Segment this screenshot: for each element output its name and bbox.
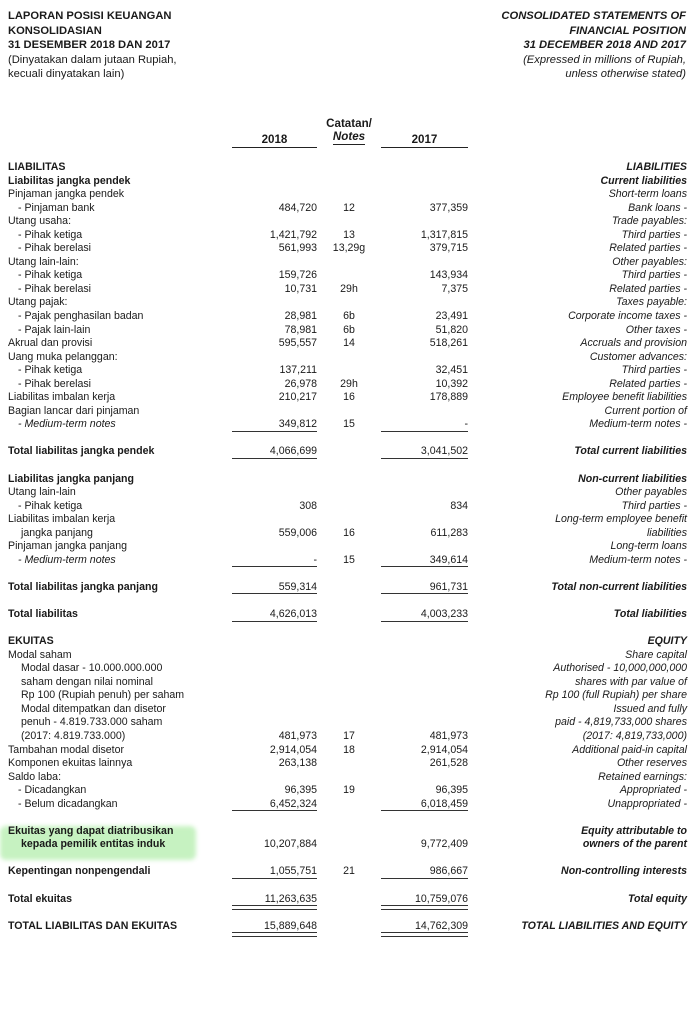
row-label-indonesian: Total liabilitas jangka panjang bbox=[8, 580, 158, 593]
row-label-english: Long-term employee benefit bbox=[555, 513, 687, 526]
value-2017: 14,762,309 bbox=[414, 919, 468, 932]
row-label-indonesian: Modal ditempatkan dan disetor bbox=[21, 702, 166, 715]
statement-row bbox=[0, 296, 698, 310]
note-ref: 13 bbox=[343, 228, 355, 241]
row-label-indonesian: LIABILITAS bbox=[8, 161, 66, 173]
value-2018: 561,993 bbox=[278, 242, 317, 255]
row-label-english: Short-term loans bbox=[608, 188, 687, 201]
value-2017: 961,731 bbox=[429, 580, 468, 593]
row-label-english: Other payables: bbox=[612, 255, 687, 268]
row-label-indonesian: TOTAL LIABILITAS DAN EKUITAS bbox=[8, 919, 178, 932]
value-2017: 51,820 bbox=[435, 323, 468, 336]
row-label-english: Other taxes - bbox=[625, 323, 687, 336]
row-label-indonesian: Tambahan modal disetor bbox=[8, 743, 125, 756]
statement-row bbox=[0, 486, 698, 500]
header-note-en-1: (Expressed in millions of Rupiah, bbox=[523, 53, 686, 66]
row-label-indonesian: EKUITAS bbox=[8, 635, 54, 648]
row-label-english: Long-term loans bbox=[610, 540, 687, 553]
note-ref: 29h bbox=[340, 282, 358, 295]
value-2018: 15,889,648 bbox=[263, 919, 317, 932]
statement-row bbox=[0, 716, 698, 730]
header-date-id: 31 DESEMBER 2018 DAN 2017 bbox=[8, 39, 171, 51]
note-ref: 6b bbox=[343, 310, 355, 323]
value-2018: 263,138 bbox=[278, 757, 317, 770]
underline-2018 bbox=[232, 932, 317, 937]
value-2017: - bbox=[464, 418, 468, 431]
value-2018: 308 bbox=[299, 499, 317, 512]
row-label-english: Total non-current liabilities bbox=[551, 580, 687, 593]
row-label-english: Accruals and provision bbox=[580, 337, 687, 350]
row-label-english: Trade payables: bbox=[611, 215, 687, 228]
row-label-indonesian: Liabilitas jangka panjang bbox=[8, 472, 134, 485]
row-label-english: EQUITY bbox=[647, 635, 687, 648]
value-2018: 2,914,054 bbox=[269, 743, 317, 756]
statement-row bbox=[0, 391, 698, 405]
value-2017: 10,759,076 bbox=[414, 892, 468, 905]
note-ref: 12 bbox=[343, 201, 355, 214]
statement-row bbox=[0, 581, 698, 595]
statement-row bbox=[0, 540, 698, 554]
statement-row bbox=[0, 351, 698, 365]
row-label-indonesian: Utang lain-lain: bbox=[8, 255, 79, 268]
row-label-indonesian: - Pinjaman bank bbox=[18, 201, 95, 214]
row-label-english: Third parties - bbox=[621, 499, 687, 512]
row-spacer bbox=[0, 432, 698, 446]
statement-row bbox=[0, 676, 698, 690]
statement-row bbox=[0, 337, 698, 351]
row-label-english: Current liabilities bbox=[600, 174, 687, 187]
statement-row bbox=[0, 744, 698, 758]
value-2017: 9,772,409 bbox=[420, 838, 468, 851]
statement-row bbox=[0, 771, 698, 785]
value-2018: 1,055,751 bbox=[269, 865, 317, 878]
value-2017: 834 bbox=[450, 499, 468, 512]
row-label-english: Corporate income taxes - bbox=[568, 310, 687, 323]
note-ref: 16 bbox=[343, 526, 355, 539]
statement-row bbox=[0, 324, 698, 338]
row-label-indonesian: Liabilitas imbalan kerja bbox=[8, 513, 116, 526]
statement-row bbox=[0, 283, 698, 297]
header-left bbox=[8, 9, 177, 82]
note-ref: 15 bbox=[343, 418, 355, 431]
row-label-english: Authorised - 10,000,000,000 bbox=[553, 662, 687, 675]
statement-row bbox=[0, 865, 698, 879]
row-label-indonesian: Total ekuitas bbox=[8, 892, 72, 905]
value-2017: 379,715 bbox=[429, 242, 468, 255]
statement-row bbox=[0, 920, 698, 934]
statement-row bbox=[0, 893, 698, 907]
row-label-indonesian: Pinjaman jangka panjang bbox=[8, 540, 127, 553]
value-2018: 481,973 bbox=[278, 729, 317, 742]
value-2017: 10,392 bbox=[435, 377, 468, 390]
row-label-indonesian: Liabilitas imbalan kerja bbox=[8, 391, 116, 404]
row-spacer bbox=[0, 852, 698, 866]
row-label-indonesian: kepada pemilik entitas induk bbox=[21, 838, 166, 851]
row-label-indonesian: - Belum dicadangkan bbox=[18, 797, 118, 810]
row-label-indonesian: - Pajak penghasilan badan bbox=[18, 310, 144, 323]
value-2018: 78,981 bbox=[284, 323, 317, 336]
value-2017: 1,317,815 bbox=[420, 228, 468, 241]
row-label-english: paid - 4,819,733,000 shares bbox=[555, 716, 687, 729]
value-2018: 349,812 bbox=[278, 418, 317, 431]
note-ref: 29h bbox=[340, 377, 358, 390]
header-date-en: 31 DECEMBER 2018 AND 2017 bbox=[523, 39, 686, 51]
row-label-indonesian: - Medium-term notes bbox=[18, 418, 116, 431]
row-label-english: Rp 100 (full Rupiah) per share bbox=[545, 689, 687, 702]
row-label-english: Other reserves bbox=[616, 757, 687, 770]
row-spacer bbox=[0, 459, 698, 473]
header-title-id-2: KONSOLIDASIAN bbox=[8, 24, 102, 37]
statement-row bbox=[0, 513, 698, 527]
row-label-indonesian: penuh - 4.819.733.000 saham bbox=[21, 716, 163, 729]
statement-row bbox=[0, 608, 698, 622]
row-label-english: Third parties - bbox=[621, 228, 687, 241]
row-label-english: Other payables bbox=[615, 486, 687, 499]
row-label-english: Current portion of bbox=[604, 404, 687, 417]
row-label-indonesian: Liabilitas jangka pendek bbox=[8, 174, 131, 187]
value-2017: 23,491 bbox=[435, 310, 468, 323]
row-label-indonesian: Utang pajak: bbox=[8, 296, 68, 309]
row-label-english: liabilities bbox=[646, 526, 687, 539]
row-label-indonesian: - Pihak ketiga bbox=[18, 364, 83, 377]
column-header-2018: 2018 bbox=[232, 133, 317, 148]
statement-row bbox=[0, 175, 698, 189]
value-2017: 6,018,459 bbox=[420, 797, 468, 810]
value-2017: 611,283 bbox=[430, 526, 468, 539]
row-spacer bbox=[0, 906, 698, 920]
row-label-indonesian: Ekuitas yang dapat diatribusikan bbox=[8, 824, 174, 837]
row-label-english: TOTAL LIABILITIES AND EQUITY bbox=[521, 919, 687, 932]
note-ref: 14 bbox=[343, 337, 355, 350]
statement-row bbox=[0, 405, 698, 419]
statement-row bbox=[0, 784, 698, 798]
statement-row bbox=[0, 188, 698, 202]
statement-row bbox=[0, 649, 698, 663]
statement-row bbox=[0, 838, 698, 852]
statement-row bbox=[0, 730, 698, 744]
row-label-indonesian: (2017: 4.819.733.000) bbox=[21, 729, 126, 742]
value-2018: 559,006 bbox=[278, 526, 317, 539]
row-label-indonesian: Bagian lancar dari pinjaman bbox=[8, 404, 140, 417]
row-label-english: Share capital bbox=[625, 648, 687, 661]
statement-row bbox=[0, 215, 698, 229]
row-label-indonesian: Kepentingan nonpengendali bbox=[8, 865, 151, 878]
value-2018: 4,626,013 bbox=[269, 608, 317, 621]
statement-row bbox=[0, 689, 698, 703]
row-label-indonesian: Total liabilitas jangka pendek bbox=[8, 445, 155, 458]
value-2017: 261,528 bbox=[429, 757, 468, 770]
value-2018: 11,263,635 bbox=[264, 892, 317, 905]
row-label-english: Issued and fully bbox=[613, 702, 687, 715]
value-2017: 2,914,054 bbox=[420, 743, 468, 756]
statement-row bbox=[0, 500, 698, 514]
row-label-english: Total current liabilities bbox=[574, 445, 687, 458]
row-label-indonesian: - Medium-term notes bbox=[18, 553, 116, 566]
header-note-id-2: kecuali dinyatakan lain) bbox=[8, 68, 125, 80]
note-ref: 6b bbox=[343, 323, 355, 336]
row-label-english: Non-current liabilities bbox=[578, 472, 687, 485]
note-ref: 16 bbox=[343, 391, 355, 404]
row-spacer bbox=[0, 879, 698, 893]
value-2018: 1,421,792 bbox=[269, 228, 317, 241]
note-ref: 21 bbox=[343, 865, 355, 878]
row-label-indonesian: - Pihak berelasi bbox=[18, 377, 92, 390]
row-label-english: Customer advances: bbox=[589, 350, 687, 363]
value-2018: - bbox=[313, 553, 317, 566]
value-2018: 4,066,699 bbox=[269, 445, 317, 458]
value-2018: 137,211 bbox=[279, 364, 317, 377]
value-2017: 96,395 bbox=[435, 784, 468, 797]
value-2018: 10,207,884 bbox=[263, 838, 317, 851]
value-2017: 349,614 bbox=[429, 553, 468, 566]
statement-row bbox=[0, 798, 698, 812]
row-label-english: Related parties - bbox=[609, 377, 687, 390]
statement-row bbox=[0, 757, 698, 771]
value-2018: 26,978 bbox=[284, 377, 317, 390]
row-label-indonesian: - Dicadangkan bbox=[18, 784, 87, 797]
statement-row bbox=[0, 161, 698, 175]
statement-row bbox=[0, 364, 698, 378]
value-2017: 3,041,502 bbox=[420, 445, 468, 458]
row-label-indonesian: Akrual dan provisi bbox=[8, 337, 93, 350]
header-title-id-1: LAPORAN POSISI KEUANGAN bbox=[8, 10, 172, 22]
row-label-indonesian: Utang usaha: bbox=[8, 215, 72, 228]
value-2018: 210,217 bbox=[278, 391, 317, 404]
header-note-id-1: (Dinyatakan dalam jutaan Rupiah, bbox=[8, 53, 177, 66]
statement-row bbox=[0, 445, 698, 459]
column-header-notes bbox=[318, 117, 380, 145]
row-label-indonesian: saham dengan nilai nominal bbox=[21, 675, 153, 688]
row-spacer bbox=[0, 567, 698, 581]
row-label-indonesian: Utang lain-lain bbox=[8, 486, 76, 499]
value-2017: 986,667 bbox=[429, 865, 468, 878]
column-header-notes-top: Catatan/ bbox=[326, 117, 372, 130]
row-label-english: Retained earnings: bbox=[598, 770, 687, 783]
row-label-indonesian: Modal dasar - 10.000.000.000 bbox=[21, 662, 163, 675]
statement-row bbox=[0, 256, 698, 270]
value-2017: 377,359 bbox=[429, 201, 468, 214]
row-label-english: owners of the parent bbox=[582, 838, 687, 851]
row-spacer bbox=[0, 622, 698, 636]
column-header-2017: 2017 bbox=[381, 133, 468, 148]
row-label-indonesian: - Pajak lain-lain bbox=[18, 323, 91, 336]
value-2017: 481,973 bbox=[429, 729, 468, 742]
row-label-indonesian: Komponen ekuitas lainnya bbox=[8, 757, 133, 770]
note-ref: 18 bbox=[343, 743, 355, 756]
statement-row bbox=[0, 703, 698, 717]
statement-row bbox=[0, 635, 698, 649]
column-header-notes-bottom: Notes bbox=[332, 130, 366, 143]
value-2017: 4,003,233 bbox=[420, 608, 468, 621]
row-label-english: Additional paid-in capital bbox=[572, 743, 687, 756]
value-2018: 96,395 bbox=[284, 784, 317, 797]
value-2018: 559,314 bbox=[278, 580, 317, 593]
row-label-english: (2017: 4,819,733,000) bbox=[582, 729, 687, 742]
statement-row bbox=[0, 229, 698, 243]
row-label-english: Appropriated - bbox=[619, 784, 687, 797]
statement-row bbox=[0, 473, 698, 487]
value-2018: 6,452,324 bbox=[269, 797, 317, 810]
row-label-indonesian: - Pihak berelasi bbox=[18, 242, 92, 255]
value-2017: 178,889 bbox=[429, 391, 468, 404]
row-label-indonesian: - Pihak ketiga bbox=[18, 269, 83, 282]
value-2018: 28,981 bbox=[284, 310, 317, 323]
row-label-english: Medium-term notes - bbox=[589, 418, 687, 431]
row-label-english: shares with par value of bbox=[575, 675, 687, 688]
header-right bbox=[501, 9, 686, 82]
note-ref: 15 bbox=[343, 553, 355, 566]
statement-table bbox=[0, 161, 698, 933]
statement-row bbox=[0, 554, 698, 568]
row-label-english: Related parties - bbox=[609, 282, 687, 295]
row-label-english: Non-controlling interests bbox=[561, 865, 687, 878]
value-2018: 484,720 bbox=[278, 201, 317, 214]
row-label-indonesian: jangka panjang bbox=[21, 526, 93, 539]
note-ref: 13,29g bbox=[332, 242, 366, 255]
header-note-en-2: unless otherwise stated) bbox=[565, 68, 686, 80]
note-ref: 17 bbox=[343, 729, 355, 742]
value-2017: 518,261 bbox=[429, 337, 468, 350]
row-label-english: Third parties - bbox=[621, 364, 687, 377]
row-spacer bbox=[0, 595, 698, 609]
row-label-indonesian: Saldo laba: bbox=[8, 770, 62, 783]
header-title-en-1: CONSOLIDATED STATEMENTS OF bbox=[501, 10, 686, 22]
statement-row bbox=[0, 527, 698, 541]
statement-row bbox=[0, 310, 698, 324]
row-label-indonesian: Modal saham bbox=[8, 648, 72, 661]
statement-row bbox=[0, 269, 698, 283]
row-label-english: Total liabilities bbox=[613, 608, 687, 621]
row-label-english: Employee benefit liabilities bbox=[562, 391, 687, 404]
value-2017: 32,451 bbox=[435, 364, 468, 377]
row-label-english: Taxes payable: bbox=[616, 296, 687, 309]
row-spacer bbox=[0, 811, 698, 825]
row-label-english: Related parties - bbox=[609, 242, 687, 255]
row-label-english: Bank loans - bbox=[628, 201, 687, 214]
row-label-english: LIABILITIES bbox=[626, 161, 687, 173]
underline-2017 bbox=[381, 932, 468, 937]
value-2018: 159,726 bbox=[278, 269, 317, 282]
value-2017: 7,375 bbox=[441, 282, 468, 295]
row-label-indonesian: Uang muka pelanggan: bbox=[8, 350, 118, 363]
statement-row bbox=[0, 662, 698, 676]
row-label-english: Equity attributable to bbox=[581, 824, 687, 837]
header-title-en-2: FINANCIAL POSITION bbox=[569, 24, 686, 37]
row-label-english: Unappropriated - bbox=[607, 797, 687, 810]
row-label-indonesian: - Pihak ketiga bbox=[18, 499, 83, 512]
row-label-english: Total equity bbox=[627, 892, 687, 905]
row-label-indonesian: Total liabilitas bbox=[8, 608, 78, 621]
statement-row bbox=[0, 418, 698, 432]
row-label-english: Third parties - bbox=[621, 269, 687, 282]
row-label-indonesian: Pinjaman jangka pendek bbox=[8, 188, 125, 201]
row-label-indonesian: Rp 100 (Rupiah penuh) per saham bbox=[21, 689, 185, 702]
row-label-indonesian: - Pihak berelasi bbox=[18, 282, 92, 295]
statement-row bbox=[0, 378, 698, 392]
value-2017: 143,934 bbox=[429, 269, 468, 282]
note-ref: 19 bbox=[343, 784, 355, 797]
row-label-english: Medium-term notes - bbox=[589, 553, 687, 566]
value-2018: 595,557 bbox=[278, 337, 317, 350]
statement-row bbox=[0, 825, 698, 839]
value-2018: 10,731 bbox=[284, 282, 317, 295]
statement-row bbox=[0, 242, 698, 256]
statement-row bbox=[0, 202, 698, 216]
row-label-indonesian: - Pihak ketiga bbox=[18, 228, 83, 241]
